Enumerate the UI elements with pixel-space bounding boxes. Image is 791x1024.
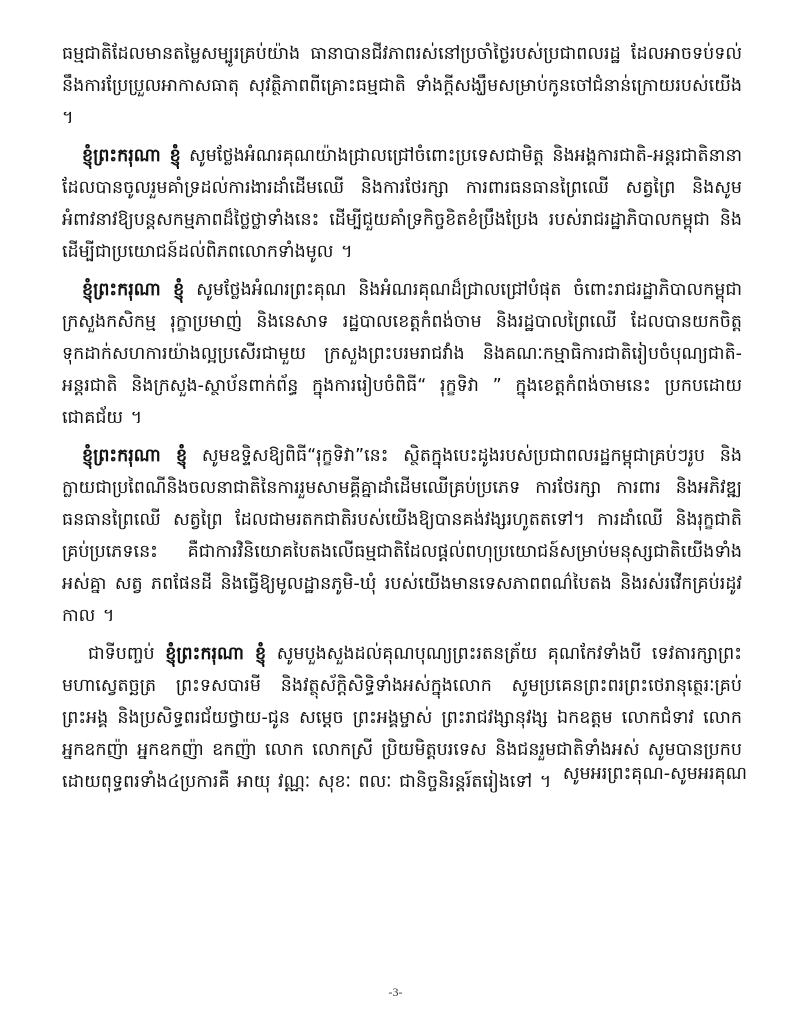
paragraph-text: ធម្មជាតិដែលមានតម្លៃសម្បូរគ្រប់យ៉ាង ធានាបានជីវភាពរស់នៅប្រចាំថ្ងៃរបស់ប្រជាពលរដ្ឋ ដែលអាចទប់ទល់នឹងការប្រែប្រួលអាកាសធាតុ សុវត្ថិភាពពីគ្រោះធម្មជាតិ ទាំងក្តីសង្ឃឹមសម្រាប់កូនចៅជំនាន់ក្រោយរបស់យើង ។ <box>62 44 742 128</box>
paragraph-thanks-government <box>62 274 742 434</box>
paragraph-text: សូមឧទ្ទិសឱ្យពិធី“រុក្ខទិវា”នេះ ស្ថិតក្នុងបេះដូងរបស់ប្រជាពលរដ្ឋកម្ពុជាគ្រប់ៗរូប និងក្លាយជាប្រពៃណីនិងចលនាជាតិនៃការរួមសាមគ្គីគ្នាដាំដើមឈើគ្រប់ប្រភេទ ការថែរក្សា ការពារ និងអភិវឌ្ឍធនធានព្រៃឈើ សត្វព្រៃ ដែលជាមរតកជាតិរបស់យើងឱ្យបានគង់វង្សរហូតតទៅ។ ការដាំឈើ និងរុក្ខជាតិគ្រប់ប្រភេទនេះ គឺជាការវិនិយោគបៃតងលើធម្មជាតិដែលផ្តល់ពហុប្រយោជន៍សម្រាប់មនុស្សជាតិយើងទាំងអស់គ្នា សត្វ ភពផែនដី និងធ្វើឱ្យមូលដ្ឋានភូមិ-ឃុំ របស់យើងមានទេសភាពពណ៌បៃតង និងរស់រវើកគ្រប់រដូវកាល ។ <box>62 446 742 626</box>
conclusion-lead: ជាទីបញ្ចប់ <box>88 644 166 664</box>
paragraph-thanks-partners <box>62 140 742 268</box>
speaker-lead: ខ្ញុំព្រះករុណា ខ្ញុំ <box>82 446 188 466</box>
paragraph-text: សូមថ្លែងអំណរព្រះគុណ និងអំណរគុណដ៏ជ្រាលជ្រៅបំផុត ចំពោះរាជរដ្ឋាភិបាលកម្ពុជា ក្រសួងកសិកម្ម រុក្ខាប្រមាញ់ និងនេសាទ រដ្ឋបាលខេត្តកំពង់ចាម និងរដ្ឋបាលព្រៃឈើ ដែលបានយកចិត្តទុកដាក់សហការយ៉ាងល្អប្រសើរជាមួយ ក្រសួងព្រះបរមរាជវាំង និងគណៈកម្មាធិការជាតិរៀបចំបុណ្យជាតិ-អន្តរជាតិ និងក្រសួង-ស្ថាប័នពាក់ព័ន្ធ ក្នុងការរៀបចំពិធី“ រុក្ខទិវា ” ក្នុងខេត្តកំពង់ចាមនេះ ប្រកបដោយជោគជ័យ ។ <box>62 280 742 428</box>
document-body <box>62 38 742 804</box>
paragraph-text: សូមថ្លែងអំណរគុណយ៉ាងជ្រាលជ្រៅចំពោះប្រទេសជាមិត្ត និងអង្គការជាតិ-អន្តរជាតិនានា ដែលបានចូលរួមគាំទ្រដល់ការងារដាំដើមឈើ និងការថែរក្សា ការពារធនធានព្រៃឈើ សត្វព្រៃ និងសូមអំពាវនាវឱ្យបន្តសកម្មភាពដ៏ថ្លៃថ្លាទាំងនេះ ដើម្បីជួយគាំទ្រកិច្ចខិតខំប្រឹងប្រែង របស់រាជរដ្ឋាភិបាលកម្ពុជា និងដើម្បីជាប្រយោជន៍ដល់ពិភពលោកទាំងមូល ។ <box>62 146 742 262</box>
speaker-lead: ខ្ញុំព្រះករុណា ខ្ញុំ <box>82 280 185 300</box>
page-number: -3- <box>388 985 403 999</box>
closing-thanks: សូមអរព្រះគុណ-សូមអរគុណ <box>562 764 747 784</box>
speaker-lead: ខ្ញុំព្រះករុណា ខ្ញុំ <box>165 644 267 664</box>
speaker-lead: ខ្ញុំព្រះករុណា ខ្ញុំ <box>82 146 181 166</box>
paragraph-text: សូមបួងសួងដល់គុណបុណ្យព្រះរតនត្រ័យ គុណកែវទាំងបី ទេវតារក្សាព្រះមហាស្វេតច្ឆត្រ ព្រះទសបារមី និងវត្ថុស័ក្តិសិទ្ធិទាំងអស់ក្នុងលោក សូមប្រគេនព្រះពរព្រះថេរានុត្ថេរៈគ្រប់ព្រះអង្គ និងប្រសិទ្ធពរជ័យថ្វាយ-ជូន សម្តេច ព្រះអង្គម្ចាស់ ព្រះរាជវង្សានុវង្ស ឯកឧត្តម លោកជំទាវ លោកអ្នកឧកញ៉ា អ្នកឧកញ៉ា ឧកញ៉ា លោក លោកស្រី ប្រិយមិត្តបរទេស និងជនរួមជាតិទាំងអស់ សូមបានប្រកបដោយពុទ្ធពរទាំង៤ប្រការគឺ អាយុ វណ្ណៈ សុខៈ ពលៈ ជានិច្ចនិរន្តរ៍តរៀងទៅ ។ <box>62 644 742 792</box>
paragraph-dedication <box>62 440 742 632</box>
paragraph-intro <box>62 38 742 134</box>
